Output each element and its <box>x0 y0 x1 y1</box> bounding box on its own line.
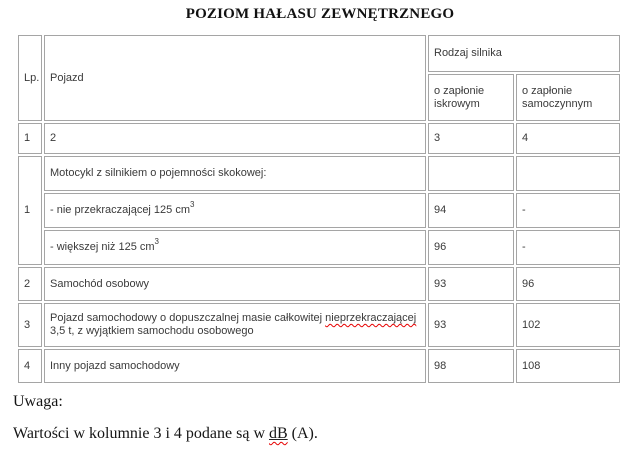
header-cell-zaplon-samoczynny: o zapłonie samoczynnym <box>516 74 620 121</box>
numbering-cell-4: 4 <box>516 123 620 154</box>
label-text: - nie przekraczającej 125 cm <box>50 204 191 216</box>
page-title: POZIOM HAŁASU ZEWNĘTRZNEGO <box>185 6 455 22</box>
table-row-inny-pojazd <box>18 349 620 383</box>
header-cell-zaplon-iskrowy: o zapłonie iskrowym <box>428 74 514 121</box>
cell-samoczynny-motocykl-do-125: - <box>516 193 620 228</box>
column-numbering-row <box>18 123 620 154</box>
unit-superscript: 3 <box>190 200 195 210</box>
cell-label-pojazd-do-3-5t <box>44 303 426 347</box>
cell-samoczynny-motocykl <box>516 156 620 191</box>
numbering-cell-3: 3 <box>428 123 514 154</box>
header-cell-pojazd: Pojazd <box>44 35 426 121</box>
cell-lp-pojazd-do-3-5t: 3 <box>18 303 42 347</box>
spellcheck-flagged-word: nieprzekraczającej <box>325 312 417 324</box>
table-row-motocykl <box>18 156 620 191</box>
cell-samoczynny-pojazd-do-3-5t: 102 <box>516 303 620 347</box>
cell-label-motocykl-ponad-125 <box>44 230 426 265</box>
label-text: Pojazd samochodowy o dopuszczalnej masie całkowitej <box>50 312 326 324</box>
db-underline <box>269 425 288 442</box>
cell-label-samochod-osobowy: Samochód osobowy <box>44 267 426 301</box>
note-values <box>13 425 318 443</box>
label-text: - większej niż 125 cm <box>50 241 155 253</box>
note-text: Wartości w kolumnie 3 i 4 podane są w <box>13 425 269 442</box>
cell-lp-inny-pojazd: 4 <box>18 349 42 383</box>
cell-lp-samochod-osobowy: 2 <box>18 267 42 301</box>
unit-superscript: 3 <box>154 237 159 247</box>
table-row-motocykl-do-125 <box>18 193 620 228</box>
cell-label-motocykl-do-125 <box>44 193 426 228</box>
cell-iskrowy-motocykl <box>428 156 514 191</box>
table-row-pojazd-do-3-5t <box>18 303 620 347</box>
cell-label-inny-pojazd: Inny pojazd samochodowy <box>44 349 426 383</box>
header-cell-lp: Lp. <box>18 35 42 121</box>
table-row-samochod-osobowy <box>18 267 620 301</box>
label-text: 3,5 t, z wyjątkiem samochodu osobowego <box>50 325 254 337</box>
cell-samoczynny-inny-pojazd: 108 <box>516 349 620 383</box>
note-uwaga: Uwaga: <box>13 393 63 410</box>
cell-samoczynny-samochod-osobowy: 96 <box>516 267 620 301</box>
cell-iskrowy-motocykl-ponad-125: 96 <box>428 230 514 265</box>
cell-iskrowy-motocykl-do-125: 94 <box>428 193 514 228</box>
table-row-motocykl-ponad-125 <box>18 230 620 265</box>
cell-iskrowy-pojazd-do-3-5t: 93 <box>428 303 514 347</box>
cell-iskrowy-inny-pojazd: 98 <box>428 349 514 383</box>
note-text: (A). <box>287 425 318 442</box>
noise-level-table <box>16 33 622 385</box>
header-cell-rodzaj-silnika: Rodzaj silnika <box>428 35 620 72</box>
table-header-row <box>18 35 620 72</box>
numbering-cell-2: 2 <box>44 123 426 154</box>
cell-iskrowy-samochod-osobowy: 93 <box>428 267 514 301</box>
spellcheck-flagged-word: dB <box>269 425 288 442</box>
cell-lp-motocykl: 1 <box>18 156 42 265</box>
numbering-cell-1: 1 <box>18 123 42 154</box>
cell-samoczynny-motocykl-ponad-125: - <box>516 230 620 265</box>
cell-label-motocykl: Motocykl z silnikiem o pojemności skokowej: <box>44 156 426 191</box>
